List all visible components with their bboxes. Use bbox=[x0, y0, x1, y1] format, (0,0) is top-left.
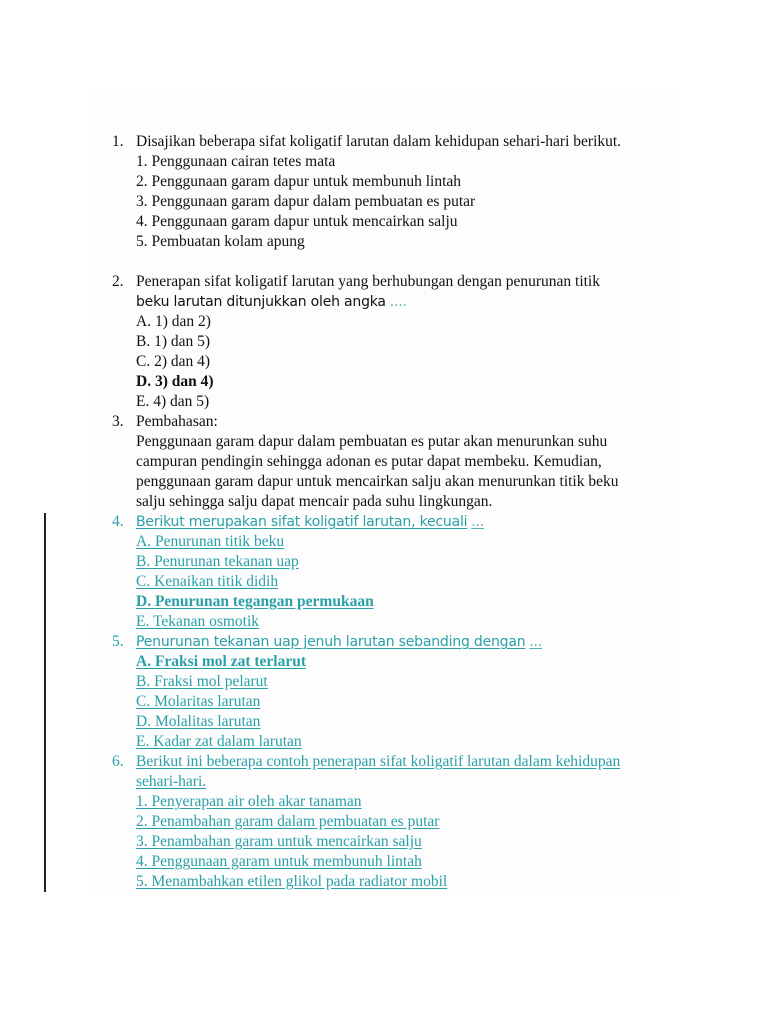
answer-option-text: C. Molaritas larutan bbox=[136, 693, 261, 710]
list-item bbox=[112, 852, 692, 872]
list-item: 5. Pembuatan kolam apung bbox=[136, 233, 305, 250]
question-6-stem-cont bbox=[112, 772, 692, 792]
list-item-text: 2. Penambahan garam dalam pembuatan es putar bbox=[136, 813, 440, 830]
question-4-number: 4. bbox=[112, 513, 124, 530]
answer-option bbox=[112, 612, 692, 632]
question-4-stem bbox=[112, 512, 692, 532]
question-2-dots: .... bbox=[389, 294, 407, 310]
explanation-line: penggunaan garam dapur untuk mencairkan salju akan menurunkan titik beku bbox=[136, 473, 619, 490]
answer-option-text: C. Kenaikan titik didih bbox=[136, 573, 279, 590]
answer-option bbox=[112, 732, 692, 752]
question-1-number: 1. bbox=[112, 133, 124, 150]
question-5-dots: ... bbox=[529, 634, 543, 650]
question-2-text: Penerapan sifat koligatif larutan yang berhubungan dengan penurunan titik bbox=[136, 273, 600, 290]
explanation-line: campuran pendingin sehingga adonan es putar dapat membeku. Kemudian, bbox=[136, 453, 602, 470]
question-6-number: 6. bbox=[112, 753, 124, 770]
answer-option-text: B. Penurunan tekanan uap bbox=[136, 553, 299, 570]
explanation-line: Penggunaan garam dapur dalam pembuatan es putar akan menurunkan suhu bbox=[136, 433, 608, 450]
revision-bar bbox=[44, 513, 46, 892]
answer-option: C. 2) dan 4) bbox=[136, 353, 211, 370]
list-item-text: 5. Menambahkan etilen glikol pada radiator mobil bbox=[136, 873, 448, 890]
question-2-text-cont: beku larutan ditunjukkan oleh angka bbox=[136, 294, 386, 310]
question-6-text: Berikut ini beberapa contoh penerapan sifat koligatif larutan dalam kehidupan bbox=[136, 753, 621, 770]
answer-option bbox=[112, 692, 692, 712]
question-5-stem bbox=[112, 632, 692, 652]
list-item-text: 3. Penambahan garam untuk mencairkan salju bbox=[136, 833, 422, 850]
correct-answer-option: D. 3) dan 4) bbox=[136, 373, 214, 390]
question-1-text: Disajikan beberapa sifat koligatif larutan dalam kehidupan sehari-hari berikut. bbox=[136, 133, 622, 150]
answer-option: A. 1) dan 2) bbox=[136, 313, 211, 330]
correct-answer-option bbox=[112, 592, 692, 612]
question-3-heading bbox=[112, 412, 692, 432]
question-1-stem bbox=[112, 132, 692, 152]
answer-option: E. 4) dan 5) bbox=[136, 393, 210, 410]
list-item: 4. Penggunaan garam dapur untuk mencairkan salju bbox=[136, 213, 458, 230]
list-item-text: 4. Penggunaan garam untuk membunuh lintah bbox=[136, 853, 422, 870]
list-item bbox=[112, 872, 692, 892]
question-2-stem bbox=[112, 272, 692, 292]
answer-option bbox=[112, 532, 692, 552]
question-2-number: 2. bbox=[112, 273, 124, 290]
question-6-text-cont: sehari-hari. bbox=[136, 773, 207, 790]
list-item: 2. Penggunaan garam dapur untuk membunuh lintah bbox=[136, 173, 462, 190]
list-item: 3. Penggunaan garam dapur dalam pembuatan es putar bbox=[136, 193, 476, 210]
answer-option bbox=[112, 672, 692, 692]
question-5-number: 5. bbox=[112, 633, 124, 650]
answer-option bbox=[112, 552, 692, 572]
list-item-text: 1. Penyerapan air oleh akar tanaman bbox=[136, 793, 362, 810]
answer-option-text: A. Fraksi mol zat terlarut bbox=[136, 653, 307, 670]
answer-option bbox=[112, 712, 692, 732]
answer-option-text: D. Molalitas larutan bbox=[136, 713, 261, 730]
question-6-stem bbox=[112, 752, 692, 772]
answer-option-text: E. Tekanan osmotik bbox=[136, 613, 260, 630]
document-body bbox=[112, 132, 692, 892]
answer-option-text: D. Penurunan tegangan permukaan bbox=[136, 593, 374, 610]
list-item bbox=[112, 812, 692, 832]
answer-option-text: B. Fraksi mol pelarut bbox=[136, 673, 268, 690]
correct-answer-option bbox=[112, 652, 692, 672]
explanation-heading: Pembahasan: bbox=[136, 413, 218, 430]
list-item bbox=[112, 792, 692, 812]
question-3-number: 3. bbox=[112, 413, 124, 430]
answer-option-text: E. Kadar zat dalam larutan bbox=[136, 733, 302, 750]
question-5-text: Penurunan tekanan uap jenuh larutan sebanding dengan bbox=[136, 634, 526, 650]
question-4-text: Berikut merupakan sifat koligatif larutan, kecuali bbox=[136, 514, 468, 530]
explanation-line: salju sehingga salju dapat mencair pada suhu lingkungan. bbox=[136, 493, 493, 510]
answer-option bbox=[112, 572, 692, 592]
list-item: 1. Penggunaan cairan tetes mata bbox=[136, 153, 336, 170]
answer-option-text: A. Penurunan titik beku bbox=[136, 533, 285, 550]
question-4-dots: ... bbox=[471, 514, 485, 530]
answer-option: B. 1) dan 5) bbox=[136, 333, 211, 350]
list-item bbox=[112, 832, 692, 852]
question-2-stem-cont bbox=[112, 292, 692, 312]
